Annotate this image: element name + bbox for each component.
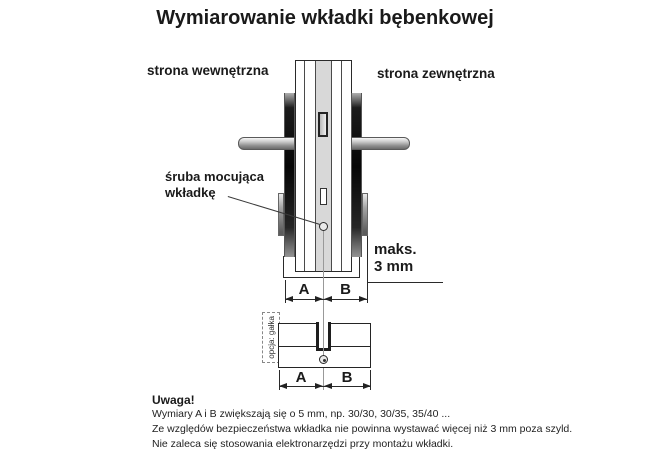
max-protrusion-label — [374, 241, 417, 275]
cylinder-fixing-screw — [319, 355, 328, 364]
dim-b-upper: B — [340, 281, 351, 298]
lock-case-detail — [320, 188, 327, 205]
cylinder-end-left — [278, 193, 284, 236]
door-handle-left — [238, 137, 295, 150]
fixing-screw-label — [165, 169, 264, 201]
door-layer-line — [341, 61, 342, 271]
fixing-screw — [319, 222, 328, 231]
note-line-3: Nie zaleca się stosowania elektronarzędzi przy montażu wkładki. — [152, 438, 454, 450]
fixing-screw-label-line2: wkładkę — [165, 185, 216, 200]
escutcheon-right — [351, 93, 362, 257]
escutcheon-left — [284, 93, 295, 257]
inner-side-label: strona wewnętrzna — [147, 63, 269, 78]
max-pointer-line — [367, 282, 443, 283]
fixing-screw-label-line1: śruba mocująca — [165, 169, 264, 184]
knob-option-label: opcja: gałka — [266, 316, 276, 359]
cylinder-end-right — [362, 193, 368, 236]
max-protrusion-label-line2: 3 mm — [374, 258, 414, 275]
note-heading: Uwaga! — [152, 393, 195, 407]
follower-plate — [318, 112, 328, 137]
dim-a-lower: A — [295, 369, 307, 386]
center-axis-line-lower — [323, 322, 324, 356]
max-protrusion-label-line1: maks. — [374, 241, 417, 258]
screw-center-dot — [323, 359, 326, 362]
page-title: Wymiarowanie wkładki bębenkowej — [156, 7, 494, 29]
dim-a-upper: A — [298, 281, 310, 298]
note-line-2: Ze względów bezpieczeństwa wkładka nie powinna wystawać więcej niż 3 mm poza szyld. — [152, 423, 573, 435]
outer-side-label: strona zewnętrzna — [377, 66, 495, 81]
door-layer-line — [304, 61, 305, 271]
note-line-1: Wymiary A i B zwiększają się o 5 mm, np. 30/30, 30/35, 35/40 ... — [152, 408, 451, 420]
max-extension-line — [367, 236, 368, 303]
dim-b-lower: B — [341, 369, 353, 386]
door-handle-right — [351, 137, 410, 150]
